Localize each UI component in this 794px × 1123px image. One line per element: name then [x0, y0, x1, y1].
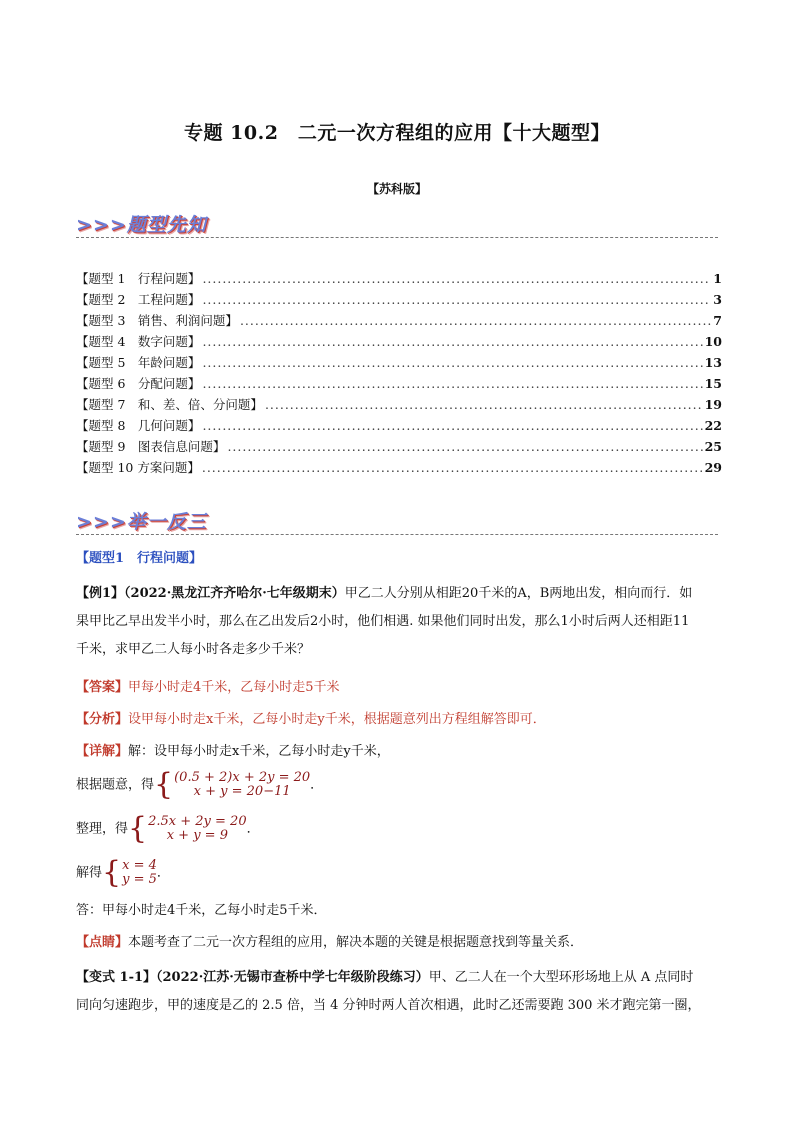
toc-item[interactable]	[76, 331, 722, 352]
toc-item-label: 【题型 10 方案问题】	[76, 460, 200, 475]
detail-text: 解：设甲每小时走x千米，乙每小时走y千米，	[128, 744, 390, 759]
toc-item-label: 【题型 9 图表信息问题】	[76, 439, 226, 454]
step-prefix: 解得	[76, 865, 103, 881]
equation: (0.5 + 2)x + 2y = 20	[174, 770, 311, 785]
toc-leader	[202, 457, 703, 478]
answer-line	[76, 674, 722, 702]
step-suffix: ．	[310, 777, 324, 793]
section-divider	[76, 534, 718, 535]
toc-leader	[240, 310, 711, 331]
toc-item[interactable]	[76, 415, 722, 436]
toc-item-label: 【题型 1 行程问题】	[76, 271, 201, 286]
toc-item[interactable]	[76, 457, 722, 478]
toc-item[interactable]	[76, 289, 722, 310]
brace-symbol: {	[102, 855, 122, 890]
toc-leader	[202, 352, 702, 373]
equation: x = 4	[122, 858, 157, 873]
toc-leader	[202, 268, 711, 289]
step-suffix: ．	[246, 821, 260, 837]
brace-symbol: {	[154, 767, 174, 802]
question-type-heading	[76, 545, 722, 573]
equation-step-3	[76, 855, 722, 890]
toc-item[interactable]	[76, 268, 722, 289]
toc-item-label: 【题型 7 和、差、倍、分问题】	[76, 397, 263, 412]
variant-source: （2022·江苏·无锡市查桥中学七年级阶段练习）	[156, 970, 429, 985]
equation-step-2	[76, 811, 722, 846]
toc-item-label: 【题型 4 数字问题】	[76, 334, 201, 349]
toc-item-page: 22	[704, 418, 722, 433]
toc-item-page: 13	[704, 355, 722, 370]
section-banner-preview: >>>题型先知	[76, 214, 207, 236]
toc-item[interactable]	[76, 436, 722, 457]
toc-leader	[265, 394, 703, 415]
toc-item-label: 【题型 6 分配问题】	[76, 376, 201, 391]
step-prefix: 整理，得	[76, 821, 129, 837]
toc-item-page: 15	[704, 376, 722, 391]
detail-line	[76, 738, 722, 766]
toc-leader	[202, 373, 702, 394]
detail-label: 【详解】	[76, 744, 129, 759]
toc-item-label: 【题型 3 销售、利润问题】	[76, 313, 238, 328]
comment-label: 【点睛】	[76, 935, 129, 950]
example-text-line: 甲乙二人分别从相距20千米的A，B两地出发，相向而行．如	[344, 586, 693, 601]
toc-item-label: 【题型 8 几何问题】	[76, 418, 201, 433]
toc-item-label: 【题型 2 工程问题】	[76, 292, 201, 307]
toc-item-page: 1	[713, 271, 722, 286]
toc-leader	[227, 436, 702, 457]
answer-text: 甲每小时走4千米，乙每小时走5千米	[128, 680, 340, 695]
toc-item-page: 7	[713, 313, 722, 328]
equation-step-1	[76, 767, 722, 802]
equation: 2.5x + 2y = 20	[148, 814, 247, 829]
section-banner-practice: >>>举一反三	[76, 511, 207, 533]
step-prefix: 根据题意，得	[76, 777, 155, 793]
example-problem	[76, 580, 722, 664]
example-text-line: 千米，求甲乙二人每小时各走多少千米？	[76, 642, 311, 657]
analysis-text: 设甲每小时走x千米，乙每小时走y千米，根据题意列出方程组解答即可．	[128, 712, 546, 727]
toc-leader	[202, 331, 702, 352]
equation: x + y = 20−11	[193, 784, 291, 799]
toc-item[interactable]	[76, 310, 722, 331]
equation: x + y = 9	[166, 828, 228, 843]
example-source: （2022·黑龙江齐齐哈尔·七年级期末）	[124, 586, 345, 601]
toc-item[interactable]	[76, 373, 722, 394]
example-label: 【例1】	[76, 586, 125, 601]
type-heading-text: 【题型1 行程问题】	[76, 551, 203, 566]
toc-item-page: 10	[704, 334, 722, 349]
toc-item-page: 25	[704, 439, 722, 454]
brace-symbol: {	[128, 811, 148, 846]
step-suffix: ．	[156, 865, 170, 881]
table-of-contents	[76, 268, 722, 478]
edition-label: 【苏科版】	[366, 182, 427, 196]
page-title: 专题 10.2 二元一次方程组的应用【十大题型】	[184, 122, 610, 144]
answer-label: 【答案】	[76, 680, 129, 695]
variant-label: 【变式 1-1】	[76, 970, 157, 985]
comment-line	[76, 929, 722, 957]
toc-item-page: 29	[704, 460, 722, 475]
example-text-line: 果甲比乙早出发半小时，那么在乙出发后2小时，他们相遇. 如果他们同时出发，那么1小时后两人还相距11	[76, 614, 690, 629]
variant-text-line: 甲、乙二人在一个大型环形场地上从 A 点同时	[428, 970, 694, 985]
toc-item-page: 19	[704, 397, 722, 412]
toc-item[interactable]	[76, 394, 722, 415]
analysis-label: 【分析】	[76, 712, 129, 727]
final-answer: 答：甲每小时走4千米，乙每小时走5千米．	[76, 903, 327, 918]
toc-leader	[202, 415, 702, 436]
equation: y = 5	[122, 872, 157, 887]
section-divider	[76, 237, 718, 238]
analysis-line	[76, 706, 722, 734]
toc-item-page: 3	[713, 292, 722, 307]
toc-item-label: 【题型 5 年龄问题】	[76, 355, 201, 370]
variant-problem	[76, 964, 722, 1020]
toc-leader	[202, 289, 711, 310]
variant-text-line: 同向匀速跑步，甲的速度是乙的 2.5 倍，当 4 分钟时两人首次相遇，此时乙还需要跑 300 米才跑完第一圈，	[76, 998, 701, 1013]
toc-item[interactable]	[76, 352, 722, 373]
comment-text: 本题考查了二元一次方程组的应用，解决本题的关键是根据题意找到等量关系．	[128, 935, 584, 950]
